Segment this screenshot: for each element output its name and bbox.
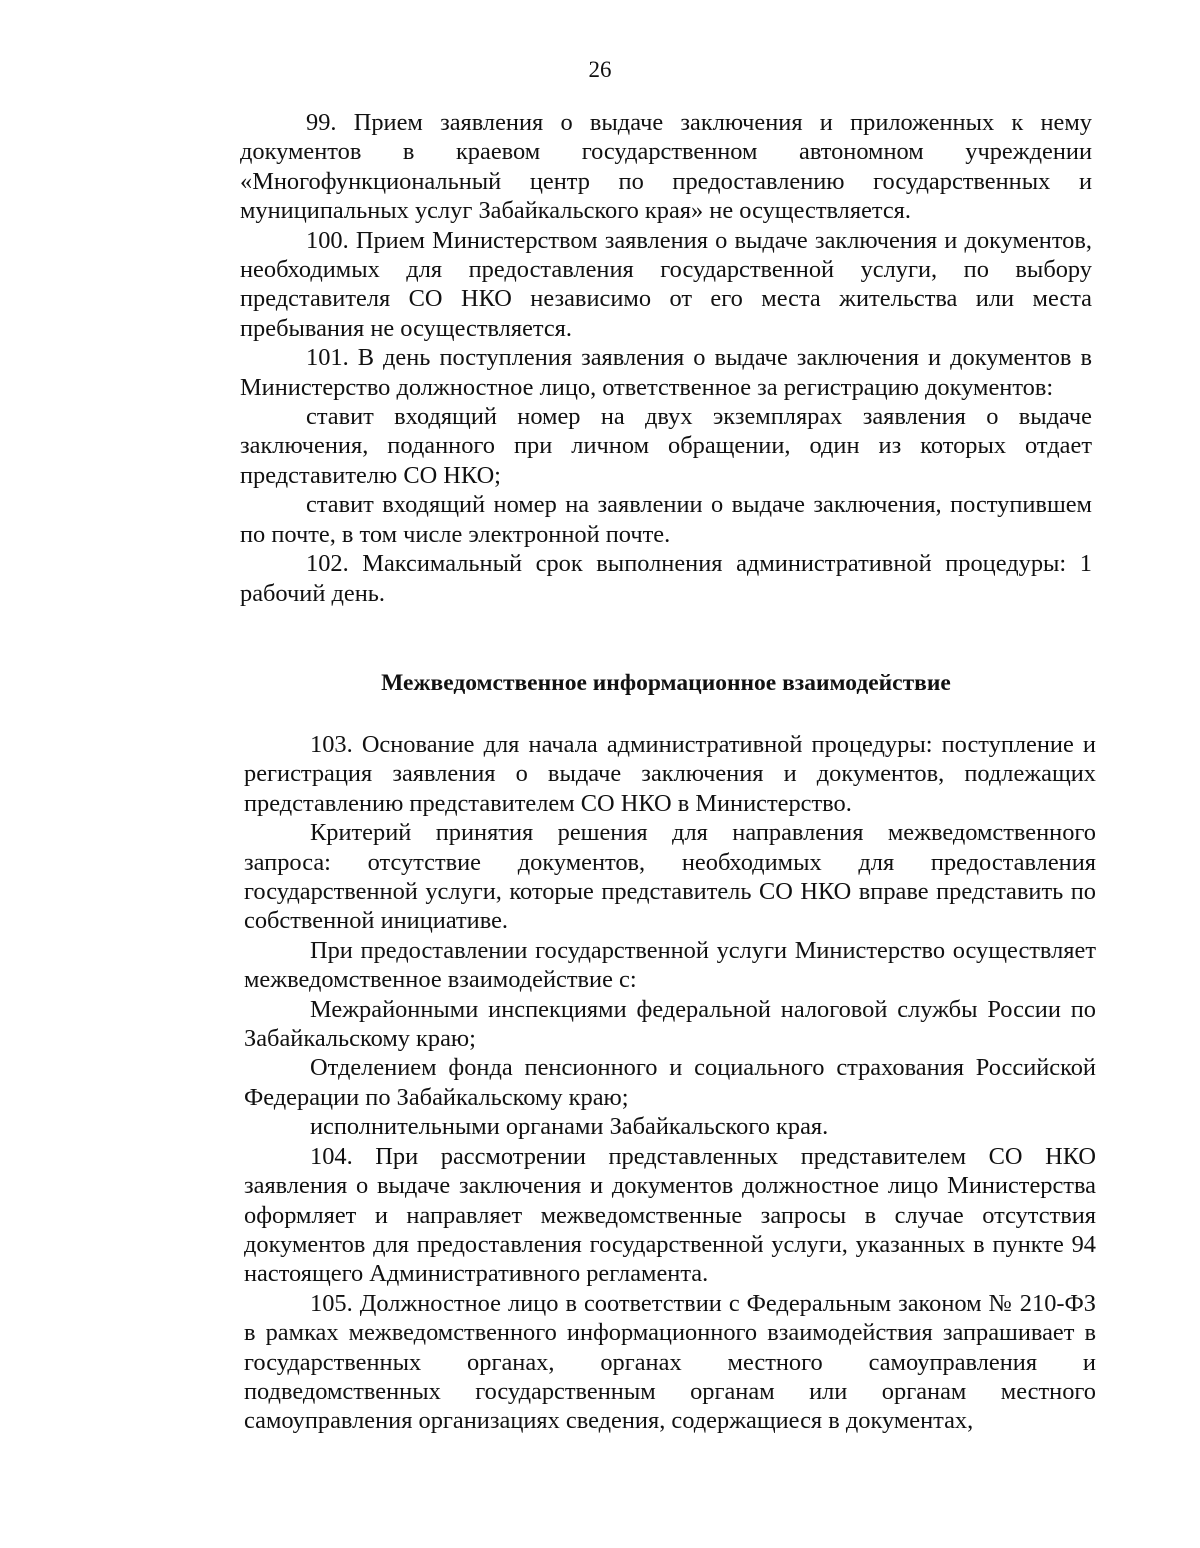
paragraph-criterion: Критерий принятия решения для направления межведомственного запроса: отсутствие документов, необходимых для предоставления государственной услуги, которые представитель СО НКО вправе представить по собственной инициативе. [244,819,1096,935]
paragraph-99: 99. Прием заявления о выдаче заключения и приложенных к нему документов в краевом государственном автономном учреждении «Многофункциональный центр по предоставлению государственных и муниципальных услуг Забайкальского края» не осуществляется. [240,109,1092,225]
paragraph-interaction: При предоставлении государственной услуги Министерство осуществляет межведомственное взаимодействие с: [244,936,1096,994]
paragraph-executive-bodies: исполнительными органами Забайкальского края. [310,1113,829,1141]
paragraph-101: 101. В день поступления заявления о выдаче заключения и документов в Министерство должностное лицо, ответственное за регистрацию документов: [240,344,1092,401]
paragraph-tax-service: Межрайонными инспекциями федеральной налоговой службы России по Забайкальскому краю; [244,995,1096,1053]
page-number: 26 [588,57,612,82]
paragraph-100: 100. Прием Министерством заявления о выдаче заключения и документов, необходимых для предоставления государственной услуги, по выбору представителя СО НКО независимо от его места жительства или места пребывания не осуществляется. [240,226,1092,342]
paragraph-104: 104. При рассмотрении представленных представителем СО НКО заявления о выдаче заключения и документов должностное лицо Министерства оформляет и направляет межведомственные запросы в случае отсутствия документов для предоставления государственной услуги, указанных в пункте 94 настоящего Административного регламента. [244,1142,1096,1288]
body-text-top [240,108,1092,608]
paragraph-102: 102. Максимальный срок выполнения административной процедуры: 1 рабочий день. [240,550,1092,607]
body-text-bottom [244,730,1096,1436]
paragraph-101-item-1: ставит входящий номер на двух экземплярах заявления о выдаче заключения, поданного при личном обращении, один из которых отдает представителю СО НКО; [240,403,1092,489]
paragraph-103: 103. Основание для начала административной процедуры: поступление и регистрация заявления о выдаче заключения и документов, подлежащих представлению представителем СО НКО в Министерство. [244,731,1096,817]
paragraph-101-item-2: ставит входящий номер на заявлении о выдаче заключения, поступившем по почте, в том числе электронной почте. [240,491,1092,548]
section-heading: Межведомственное информационное взаимодействие [381,670,951,696]
paragraph-105: 105. Должностное лицо в соответствии с Федеральным законом № 210-ФЗ в рамках межведомственного информационного взаимодействия запрашивает в государственных органах, органах местного самоуправления и подведомственных государственным органам или органам местного самоуправления организациях сведения, содержащиеся в документах, [244,1289,1096,1435]
paragraph-pension-fund: Отделением фонда пенсионного и социального страхования Российской Федерации по Забайкальскому краю; [244,1054,1096,1111]
